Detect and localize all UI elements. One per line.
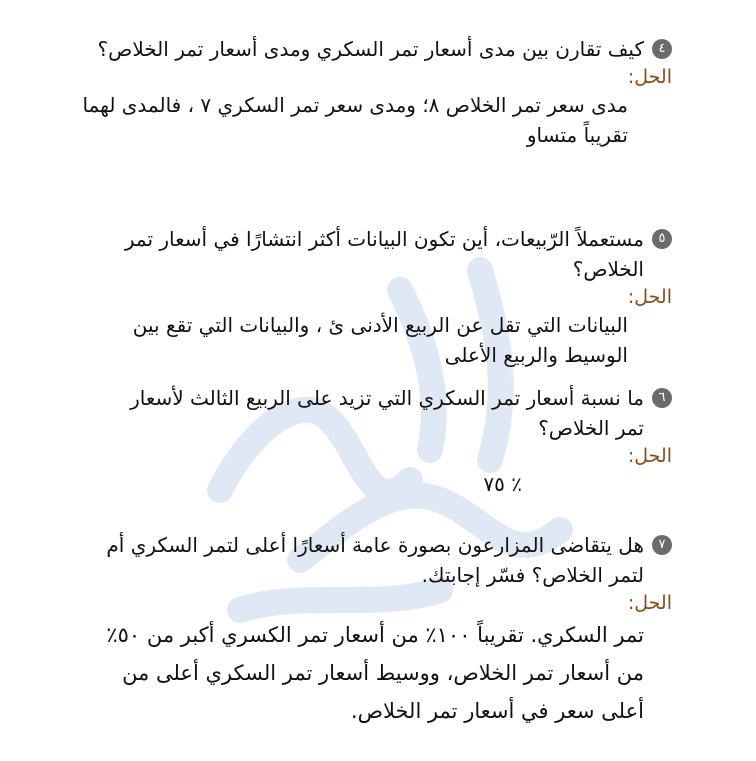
question-7 [76,530,672,730]
solution-label: الحل: [627,592,672,614]
question-text: هل يتقاضى المزارعون بصورة عامة أسعارًا أعلى لتمر السكري أم لتمر الخلاص؟ فسّر إجابتك. [106,533,644,587]
question-text: ما نسبة أسعار تمر السكري التي تزيد على الربيع الثالث لأسعار تمر الخلاص؟ [130,386,644,440]
question-number-badge: ٥ [652,229,672,249]
answer-text: مدى سعر تمر الخلاص ٨؛ ومدى سعر تمر السكري ٧ ، فالمدى لهما تقريباً متساو [82,93,628,147]
question-6 [120,383,672,499]
solution-label: الحل: [627,445,672,467]
solution-label: الحل: [627,66,672,88]
solution-label: الحل: [627,286,672,308]
question-5 [80,224,672,370]
question-number-badge: ٤ [652,39,672,59]
question-number-badge: ٧ [652,535,672,555]
answer-text: البيانات التي تقل عن الربيع الأدنى ئ ، والبيانات التي تقع بين الوسيط والربيع الأعلى [132,313,628,367]
answer-text: تمر السكري. تقريباً ١٠٠٪ من أسعار تمر الكسري أكبر من ٥٠٪ من أسعار تمر الخلاص، ووسيط أسعار تمر السكري أعلى من أعلى سعر في أسعار تمر الخلاص. [106,623,644,723]
question-text: مستعملاً الرّبيعات، أين تكون البيانات أكثر انتشارًا في أسعار تمر الخلاص؟ [124,227,644,281]
answer-text: ٪ ٧٥ [483,472,522,496]
question-text: كيف تقارن بين مدى أسعار تمر السكري ومدى أسعار تمر الخلاص؟ [97,37,644,61]
question-number-badge: ٦ [652,388,672,408]
question-4 [80,34,672,150]
